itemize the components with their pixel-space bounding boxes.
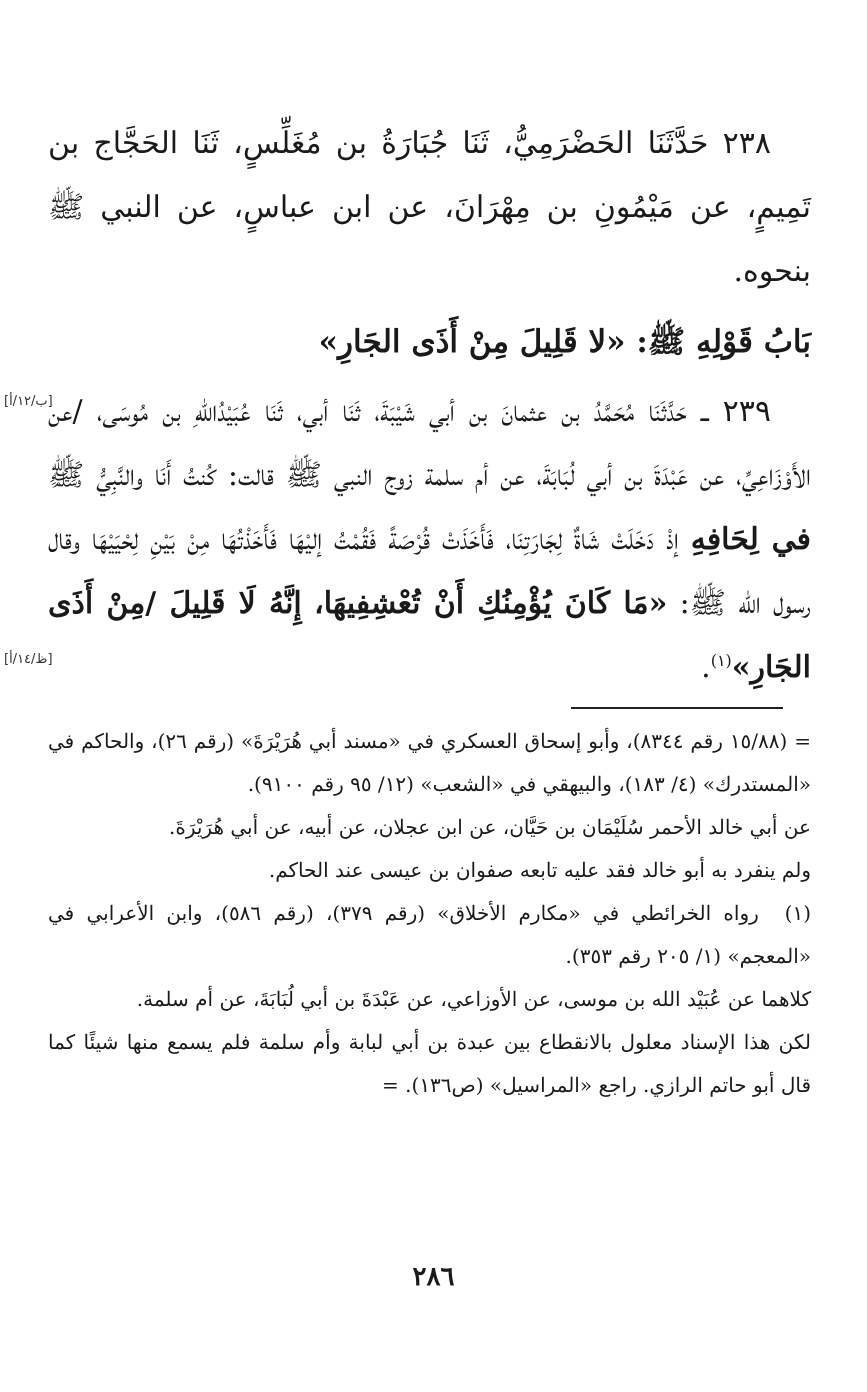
margin-ms-note-1: [ب/١٢/أ] [4,394,53,409]
footnote-ref-1[interactable]: (١) [710,651,732,670]
footnote-1-para2: كلاهما عن عُبَيْد الله بن موسى، عن الأوزاعي، عن عَبْدَةَ بن أبي لُبَابَةَ، عن أم سلمة. [136,987,811,1011]
margin-ms-note-2: [ظ/١٤/أ] [4,652,53,667]
hadith-239-line6: إِنَّهُ لَا قَلِيلَ /مِنْ أَذَى الجَارِ» [48,586,811,685]
hadith-239-line5a: بَيْنِ لِحْيَيْهَا وقال رسول الله ﷺ: [48,522,811,621]
footnote-1-text: رواه الخرائطي في «مكارم الأخلاق» (رقم ٣٧٩)، (رقم ٥٨٦)، وابن الأعرابي في «المعجم» (١/ ٢٠٥ رقم ٣٥٣). [48,901,811,968]
footnotes [48,720,811,1107]
hadith-239-line3a: عن أم سلمة زوج النبي ﷺ قالت: كُنتُ أَنَا والنَّبِيُّ ﷺ [48,458,525,493]
hadith-239-end: . [701,650,711,685]
footnote-cont-1: = (١٥/٨٨ رقم ٨٣٤٤)، وأبو إسحاق العسكري في «مسند أبي هُرَيْرَةَ» (رقم ٢٦)، والحاكم في «المستدرك» (٤/ ١٨٣)، والبيهقي في «الشعب» (١٢/ ٩٥ رقم ٩١٠٠). [48,729,811,796]
hadith-239-line1: ٢٣٩ ــ حَدَّثَنَا مُحَمَّدُ بن عثمانَ بن أبي شَيْبَةَ، ثَنَا أبي، [296,394,771,429]
footnote-1-para3 [48,1021,811,1107]
chapter-heading [48,310,811,374]
footnote-continuation-mark: = [382,1073,399,1097]
footnote-1-para3-text: لكن هذا الإسناد معلول بالانقطاع بين عبدة بن أبي لبابة وأم سلمة فلم يسمع منها شيئًا كما قال أبو حاتم الرازي. راجع «المراسيل» (ص١٣٦). [48,1030,811,1097]
hadith-239-line5b: «مَا كَانَ يُؤْمِنُكِ أَنْ تُعْشِفِيهَا، [314,586,668,621]
hadith-239 [48,380,811,700]
hadith-239-line2: ثَنَا عُبَيْدُاللهِ بن مُوسَى، /عن الأَوْزَاعِيِّ، عن عَبْدَةَ بن أبي لُبَابَةَ، [48,394,811,493]
footnote-cont-3: ولم ينفرد به أبو خالد فقد عليه تابعه صفوان بن عيسى عند الحاكم. [268,858,811,882]
chapter-prefix: بَابُ قَوْلِهِ ﷺ: [636,324,811,360]
hadith-239-line3b: في لِحَافِهِ [690,522,811,557]
footnote-cont-2: عن أبي خالد الأحمر سُلَيْمَان بن حَيَّان، عن ابن عجلان، عن أبيه، عن أبي هُرَيْرَةَ. [168,815,811,839]
main-text [48,112,811,700]
footnote-divider [571,707,783,709]
chapter-title: «لا قَلِيلَ مِنْ أَذَى الجَارِ» [318,324,626,360]
page-number: ٢٨٦ [412,1262,455,1292]
hadith-239-line4: إذْ دَخَلَتْ شَاةٌ لِجَارَتِنَا، فَأَخَذَتْ قُرْصَةً فَقُمْتُ إليْهَا فَأَخَذْتُهَا مِنْ [187,522,679,557]
hadith-238-text: ٢٣٨ حَدَّثَنَا الحَضْرَمِيُّ، ثَنَا جُبَارَةُ بن مُغَلِّسٍ، ثَنَا الحَجَّاج بن تَمِيمٍ، عن مَيْمُونِ بن مِهْرَانَ، عن ابن عباسٍ، عن النبي ﷺ بنحوه. [48,126,811,289]
hadith-238 [48,112,811,304]
footnote-1-number: (١) [784,901,812,925]
footnote-1 [48,892,811,978]
